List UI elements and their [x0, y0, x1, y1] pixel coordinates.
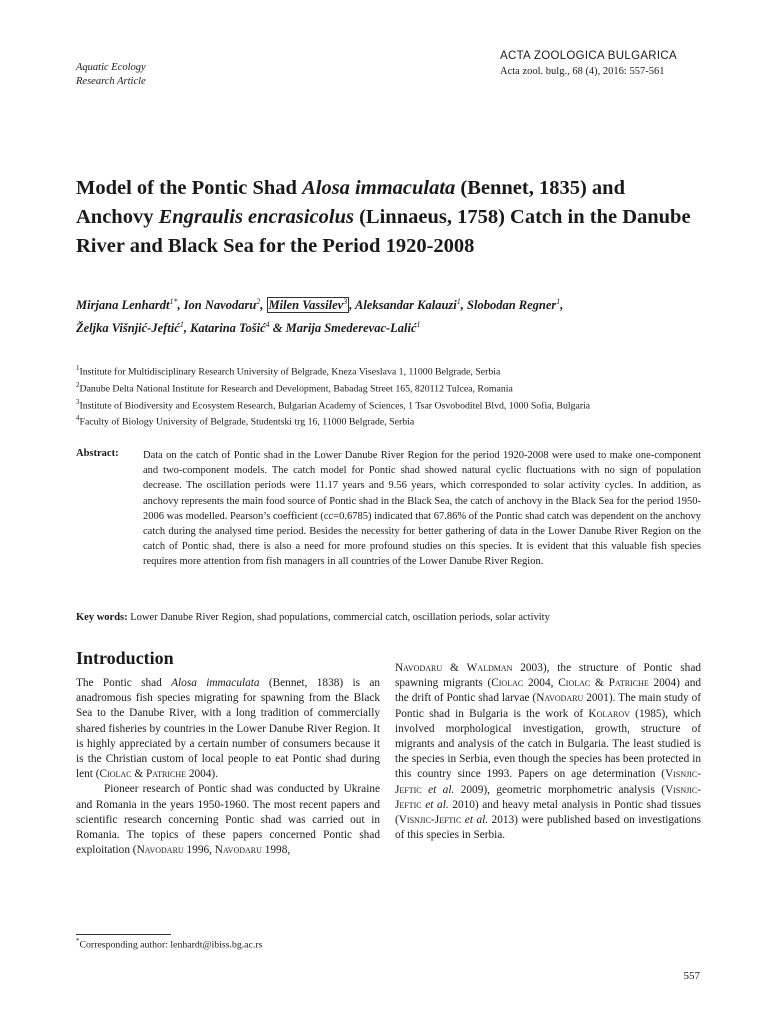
affiliation: $^2$Danube Delta National Institute for Research and Development, Babadag Street 165, 820112 Tulcea, Romania — [76, 380, 513, 395]
affiliation: $^1$Institute for Multidisciplinary Research University of Belgrade, Kneza Viseslava 1, 11000 Belgrade, Serbia — [76, 364, 501, 378]
keywords-text: Lower Danube River Region, shad populations, commercial catch, oscillation periods, solar activity — [130, 612, 550, 623]
author: Željka Višnjić-Jeftić$^1$ — [76, 320, 184, 336]
intro-paragraph: The Pontic shad Alosa immaculata (Bennet, 1838) is an anadromous fish species migrating for spawning from the Black Sea to the Danube River, with a long tradition of commercially shared fisheries by countries in the Lower Danube River Region. It is highly appreciated by a certain number of consumers because it is the Christian custom of local people to eat Pontic shad during lent (Ciolac & Patriche 2004). — [76, 677, 380, 781]
abstract-label: Abstract: — [76, 448, 119, 459]
journal-header — [500, 50, 700, 77]
author: Slobodan Regner$^1$ — [467, 297, 561, 313]
section-heading-introduction: Introduction — [76, 648, 174, 668]
title-part: Model of the Pontic Shad — [76, 177, 303, 199]
author: Aleksandar Kalauzi$^1$ — [355, 297, 461, 313]
author: Ion Navodaru$^2$ — [183, 297, 261, 313]
journal-name: ACTA ZOOLOGICA BULGARICA — [500, 50, 677, 62]
article-title — [76, 174, 706, 261]
author-highlighted: Milen Vassilev$^3$ — [268, 297, 348, 313]
keywords — [76, 612, 716, 623]
author: Marija Smederevac-Lalić$^1$ — [285, 320, 421, 336]
author: Mirjana Lenhardt$^{1*}$ — [76, 297, 178, 313]
intro-column-right — [395, 661, 701, 843]
author-list: Mirjana Lenhardt$^{1*}$, Ion Navodaru$^2$, Milen Vassilev$^3$ , Aleksandar Kalauzi$^1$, Slobodan Regner$^1$, Željka Višnjić-Jeftić$^1$, Katarina Tošić$^4$ & Marija Smederevac-Lalić$^1$ — [76, 297, 564, 336]
title-part: (Bennet, 1835) and Anchovy — [76, 177, 625, 228]
title-part: (Linnaeus, 1758) Catch in the Danube River and Black Sea for the Period 1920-2008 — [76, 206, 691, 257]
intro-column-left — [76, 676, 380, 858]
journal-citation: Acta zool. bulg., 68 (4), 2016: 557-561 — [500, 66, 665, 77]
affiliation: $^4$Faculty of Biology University of Belgrade, Studentski trg 16, 11000 Belgrade, Serbia — [76, 414, 415, 428]
title-species: Alosa immaculata — [302, 177, 456, 199]
affiliation: $^3$Institute of Biodiversity and Ecosystem Research, Bulgarian Academy of Sciences, 1 Tsar Osvoboditel Blvd, 1000 Sofia, Bulgaria — [76, 397, 591, 411]
section-name: Aquatic Ecology — [76, 62, 146, 73]
intro-paragraph: Pioneer research of Pontic shad was conducted by Ukraine and Romania in the years 1950-1960. The most recent papers and scientific research concerning Pontic shad was carried out in Romania. The topics of these papers concerned Pontic shad exploitation (Navodaru 1996, Navodaru 1998, — [76, 783, 380, 857]
intro-paragraph: Navodaru & Waldman 2003), the structure of Pontic shad spawning migrants (Ciolac 2004, Ciolac & Patriche 2004) and the drift of Pontic shad larvae (Navodaru 2001). The main study of Pontic shad in Bulgaria is the work of Kolarov (1985), which involved morphological investigation, growth, structure of migrants and analysis of the catch in Bulgaria. The least studied is the species in Serbia, even though the species has been protected in this country since 1993. Papers on age determination (Visnjic-Jeftic et al. 2009), geometric morphometric analysis (Visnjic-Jeftic et al. 2010) and heavy metal analysis in Pontic shad tissues (Visnjic-Jeftic et al. 2013) were published based on investigations of this species in Serbia. — [395, 662, 701, 842]
title-species: Engraulis encrasicolus — [158, 206, 354, 228]
section-label — [76, 61, 146, 89]
abstract-text: Data on the catch of Pontic shad in the Lower Danube River Region for the period 1920-2008 were used to make one-component and two-component models. The catch model for Pontic shad showed natural cyclic fluctuations with no sign of population decrease. The oscillation periods were 11.17 years and 9.56 years, which corresponded to solar activity cycles. In addition, as anchovy represents the main food source of Pontic shad in the Black Sea, the catch of anchovy in the Black Sea for the period 1950-2006 was modelled. Pearson’s coefficient (cc=0.6785) indicated that 67.86% of the Pontic shad catch was dependent on the anchovy catch during the analysed time period. Besides the necessity for better gathering of data in the Lower Danube River Region on the catch of Pontic shad, there is also a need for more profound studies on this species. It is evident that this valuable fish species requires more attention from fish managers in all countries of the Lower Danube River Region. — [143, 450, 701, 568]
page-number: 557 — [683, 970, 700, 982]
keywords-label: Key words: — [76, 612, 128, 623]
footnote: *Corresponding author: lenhardt@ibiss.bg.ac.rs — [76, 937, 263, 951]
article-type: Research Article — [76, 76, 146, 87]
affiliations — [76, 362, 706, 429]
footnote-rule — [76, 934, 171, 935]
author: Katarina Tošić$^4$ — [190, 320, 270, 336]
